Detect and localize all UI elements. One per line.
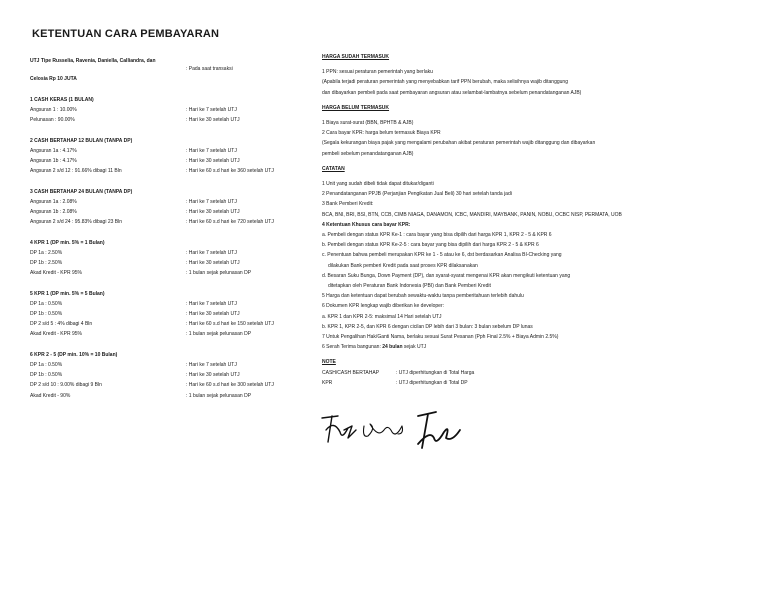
schedule-due: : Hari ke 60 s.d hari ke 150 setelah UTJ [186, 321, 274, 328]
schedule-due: : Hari ke 7 setelah UTJ [186, 198, 237, 205]
text-line: 2 Cara bayar KPR: harga belum termasuk Biaya KPR [322, 130, 441, 137]
schedule-term: Akad Kredit - 90% [30, 392, 71, 399]
schedule-term: DP 1b : 2.50% [30, 260, 63, 266]
text-line: 2 Penandatanganan PPJB (Perjanjian Pengikatan Jual Beli) 30 hari setelah tanda jadi [322, 191, 512, 198]
schedule-term: Angsuran 1b : 4.17% [30, 158, 77, 164]
text-line: (Apabila terjadi peraturan pemerintah yang menyebabkan tarif PPN berubah, maka selisihnya wajib ditanggung [322, 79, 568, 86]
section-heading: 1 CASH KERAS (1 BULAN) [30, 96, 94, 103]
schedule-term: DP 1a : 0.50% [30, 300, 63, 307]
signatures [318, 408, 468, 458]
note-row [322, 378, 742, 388]
schedule-row [30, 329, 300, 339]
text-line: 7 Untuk Pengalihan Hak/Ganti Nama, berlaku sesuai Surat Pesanan (Pph Final 2.5% + Biaya Admin 2.5%) [322, 334, 559, 341]
schedule-term: Akad Kredit - KPR 95% [30, 331, 82, 338]
schedule-due: : Hari ke 30 setelah UTJ [186, 260, 240, 266]
harga-sudah-heading: HARGA SUDAH TERMASUK [322, 54, 390, 60]
schedule-row [30, 391, 300, 401]
schedule-term: Angsuran 2 s/d 24 : 95.83% dibagi 23 Bln [30, 219, 123, 226]
schedule-row [30, 166, 300, 176]
schedule-row [30, 319, 300, 329]
text-line: 1 PPN: sesuai peraturan pemerintah yang berlaku [322, 69, 433, 76]
schedule-due: : Hari ke 7 setelah UTJ [186, 300, 237, 307]
schedule-term: DP 1b : 0.50% [30, 372, 63, 379]
schedule-due: : Hari ke 60 s.d hari ke 720 setelah UTJ [186, 219, 274, 226]
section-heading: 3 CASH BERTAHAP 24 BULAN (TANPA DP) [30, 188, 133, 195]
harga-belum-list [322, 118, 742, 159]
schedule-term: Angsuran 1b : 2.08% [30, 209, 77, 215]
schedule-term: Angsuran 1a : 4.17% [30, 147, 77, 154]
spacer [30, 227, 300, 237]
more-list [322, 291, 742, 342]
schedule-term: DP 1a : 0.50% [30, 362, 63, 368]
schedule-term: DP 1a : 2.50% [30, 249, 63, 256]
text-line: b. Pembeli dengan status KPR Ke-2-5 : cara bayar yang bisa dipilih dari harga KPR 2 - 5 & KPR 6 [322, 242, 539, 249]
text-line: a. KPR 1 dan KPR 2-5: maksimal 14 Hari setelah UTJ [322, 313, 442, 320]
signature-3 [418, 412, 460, 448]
schedule-due: : Hari ke 7 setelah UTJ [186, 362, 237, 368]
catatan-list [322, 179, 742, 220]
text-line: BCA, BNI, BRI, BSI, BTN, CCB, CIMB NIAGA, DANAMON, ICBC, MANDIRI, MAYBANK, PANIN, NOBU, OCBC NISP, PERMATA, UOB [322, 211, 622, 218]
schedule-due: : Hari ke 30 setelah UTJ [186, 117, 240, 124]
schedule-row [30, 207, 300, 217]
schedule-due: : Hari ke 60 s.d hari ke 300 setelah UTJ [186, 382, 274, 389]
text-line: a. Pembeli dengan status KPR Ke-1 : cara bayar yang bisa dipilih dari harga KPR 1, KPR 2 - 5 & KPR 6 [322, 232, 552, 239]
schedule-due: : Hari ke 30 setelah UTJ [186, 158, 240, 164]
schedule-due: : Hari ke 7 setelah UTJ [186, 249, 237, 256]
text-line: (Segala kekurangan biaya pajak yang mengalami perubahan akibat peraturan pemerintah wajib ditanggung dan dibayarkan [322, 140, 596, 147]
note-label: KPR [322, 379, 333, 386]
schedule-row [30, 146, 300, 156]
serah-prefix: 6 Serah Terima bangunan: [322, 344, 383, 351]
spacer [30, 64, 186, 74]
text-line: pembeli sebelum penandatanganan AJB) [322, 150, 414, 157]
text-line: 1 Unit yang sudah dibeli tidak dapat ditukar/diganti [322, 181, 434, 188]
spacer [30, 176, 300, 186]
section-heading: 2 CASH BERTAHAP 12 BULAN (TANPA DP) [30, 137, 133, 144]
note-label: CASH/CASH BERTAHAP [322, 369, 380, 376]
text-line: 6 Dokumen KPR lengkap wajib diberikan ke developer: [322, 303, 445, 310]
schedule-due: : Hari ke 7 setelah UTJ [186, 107, 237, 113]
schedule-row [30, 299, 300, 309]
schedule-row [30, 258, 300, 268]
schedule-term: DP 2 s/d 5 : 4% dibagi 4 Bln [30, 321, 93, 328]
signature-2 [364, 424, 403, 436]
schedule-due: : Hari ke 7 setelah UTJ [186, 147, 237, 154]
utj-amount: Celosia Rp 10 JUTA [30, 76, 77, 83]
schedule-row [30, 248, 300, 258]
text-line: 3 Bank Pemberi Kredit: [322, 201, 374, 208]
kpr-heading: 4 Ketentuan Khusus cara bayar KPR: [322, 221, 411, 228]
signature-1 [322, 416, 356, 442]
payment-terms-column [30, 56, 300, 401]
serah-terima [322, 342, 742, 352]
schedule-row [30, 370, 300, 380]
text-line: 5 Harga dan ketentuan dapat berubah sewaktu-waktu tanpa pemberitahuan terlebih dahulu [322, 293, 524, 300]
schedule-due: : Hari ke 30 setelah UTJ [186, 372, 240, 379]
text-line: dilakukan Bank pemberi Kredit pada saat proses KPR dilaksanakan [328, 262, 478, 269]
text-line: b. KPR 1, KPR 2-5, dan KPR 6 dengan cicilan DP lebih dari 3 bulan: 3 bulan sebelum DP lunas [322, 323, 533, 330]
harga-belum-heading: HARGA BELUM TERMASUK [322, 104, 390, 111]
schedule-row [30, 380, 300, 390]
document-title: KETENTUAN CARA PEMBAYARAN [32, 28, 220, 40]
schedule-due: : Hari ke 30 setelah UTJ [186, 209, 240, 215]
harga-sudah-list [322, 67, 742, 98]
schedule-row [30, 105, 300, 115]
schedule-row [30, 268, 300, 278]
text-line: 1 Biaya surat-surat (BBN, BPHTB & AJB) [322, 120, 414, 127]
schedule-term: DP 1b : 0.50% [30, 311, 63, 317]
utj-value-row [30, 64, 300, 74]
section-heading: 4 KPR 1 (DP min. 5% = 1 Bulan) [30, 239, 105, 246]
schedule-row [30, 197, 300, 207]
schedule-row [30, 309, 300, 319]
schedule-row [30, 115, 300, 125]
note-list [322, 368, 742, 388]
text-line: dan dibayarkan pembeli pada saat pembayaran angsuran atau selambat-lambatnya sebelum penandatanganan AJB) [322, 89, 582, 96]
schedule-due: : 1 bulan sejak pelunasan DP [186, 270, 252, 277]
spacer [30, 278, 300, 288]
kpr-list [322, 230, 742, 291]
schedule-due: : Hari ke 30 setelah UTJ [186, 311, 240, 317]
schedule-term: Akad Kredit - KPR 95% [30, 270, 82, 277]
schedule-due: : 1 bulan sejak pelunasan DP [186, 331, 252, 338]
text-line: ditetapkan oleh Peraturan Bank Indonesia (PBI) dan Bank Pemberi Kredit [328, 283, 491, 290]
schedule-row [30, 360, 300, 370]
schedule-term: Angsuran 1a : 2.08% [30, 198, 77, 205]
schedule-row [30, 217, 300, 227]
note-value: : UTJ diperhitungkan di Total Harga [396, 369, 475, 376]
utj-label: UTJ Tipe Russelia, Ravenia, Daniella, Calliandra, dan [30, 58, 156, 64]
schedule-due: : Hari ke 60 s.d hari ke 360 setelah UTJ [186, 168, 274, 175]
section-heading: 6 KPR 2 - 5 (DP min. 10% = 10 Bulan) [30, 351, 118, 358]
text-line: c. Penentuan bahwa pembeli merupakan KPR ke 1 - 5 atau ke 6, dst berdasarkan Analisa BI-Checking yang [322, 252, 562, 259]
payment-sections [30, 95, 300, 401]
schedule-term: DP 2 s/d 10 : 9.00% dibagi 9 Bln [30, 382, 102, 389]
catatan-heading: CATATAN [322, 165, 345, 172]
section-heading: 5 KPR 1 (DP min. 5% = 5 Bulan) [30, 290, 105, 297]
schedule-due: : 1 bulan sejak pelunasan DP [186, 392, 252, 399]
spacer [30, 340, 300, 350]
schedule-term: Angsuran 1 : 10.00% [30, 107, 77, 113]
text-line: d. Besaran Suku Bunga, Down Payment (DP), dan syarat-syarat mengenai KPR akan mengikuti ketentuan yang [322, 272, 571, 279]
serah-duration: 24 bulan [382, 344, 403, 351]
serah-suffix: sejak UTJ [402, 344, 427, 351]
note-heading: NOTE [322, 359, 336, 366]
utj-value: : Pada saat transaksi [186, 66, 233, 73]
terms-notes-column [322, 52, 742, 388]
note-row [322, 368, 742, 378]
schedule-term: Angsuran 2 s/d 12 : 91.66% dibagi 11 Bln [30, 168, 122, 175]
note-value: : UTJ diperhitungkan di Total DP [396, 379, 468, 386]
spacer [30, 125, 300, 135]
schedule-term: Pelunasan : 90.00% [30, 117, 75, 124]
schedule-row [30, 156, 300, 166]
